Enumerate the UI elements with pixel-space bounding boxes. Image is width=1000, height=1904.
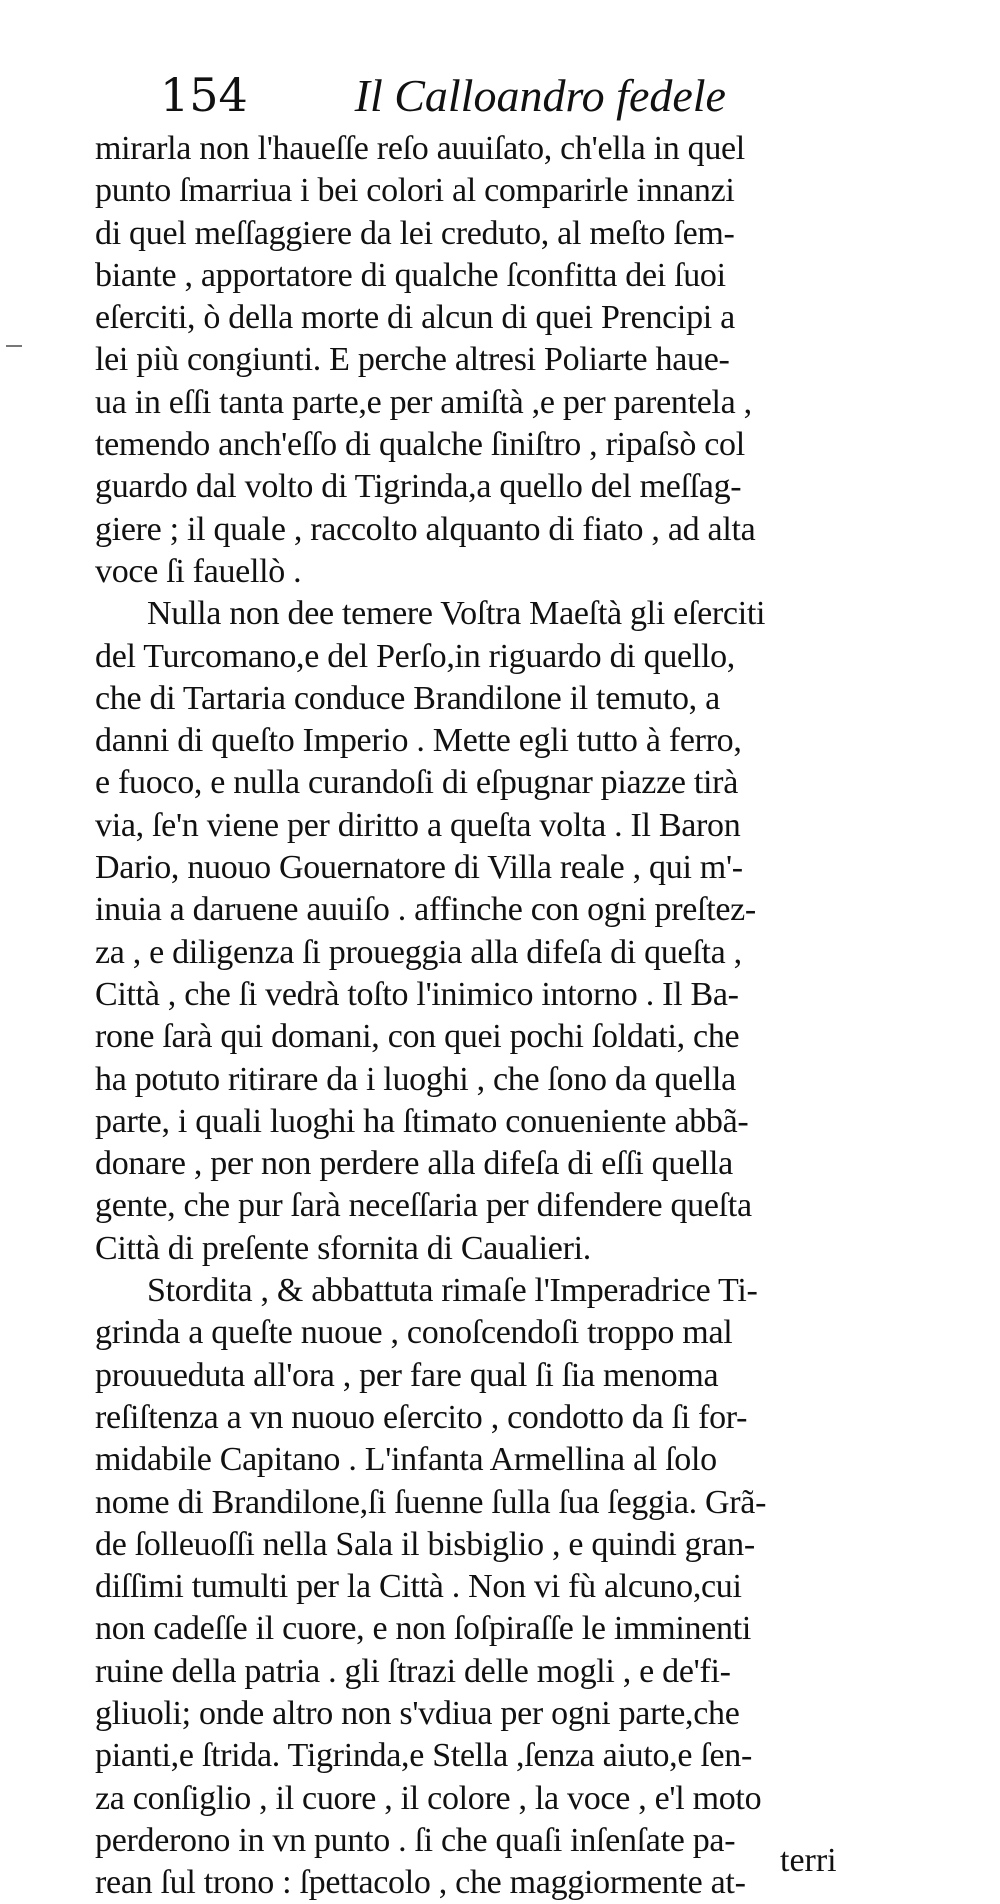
text-line: grinda a queſte nuoue , conoſcendoſi troppo mal — [95, 1314, 733, 1352]
margin-mark — [6, 345, 22, 347]
catchword: terri — [780, 1842, 837, 1879]
text-line: non cadeſſe il cuore, e non ſoſpiraſſe le imminenti — [95, 1610, 751, 1648]
text-line: che di Tartaria conduce Brandilone il temuto, a — [95, 679, 720, 717]
text-line: Nulla non dee temere Voſtra Maeſtà gli eſerciti — [147, 595, 766, 633]
running-title: Il Calloandro fedele — [354, 70, 726, 121]
text-line: via, ſe'n viene per diritto a queſta volta . Il Baron — [95, 806, 741, 844]
body-text — [95, 128, 955, 1904]
text-line: di quel meſſaggiere da lei creduto, al meſto ſem- — [95, 214, 735, 252]
text-line: donare , per non perdere alla difeſa di eſſi quella — [95, 1145, 733, 1183]
text-line: Stordita , & abbattuta rimaſe l'Imperadrice Ti- — [147, 1272, 758, 1310]
text-line: e fuoco, e nulla curandoſi di eſpugnar piazze tirà — [95, 764, 738, 802]
text-line: za conſiglio , il cuore , il colore , la voce , e'l moto — [95, 1779, 762, 1817]
text-line: prouueduta all'ora , per fare qual ſi ſia menoma — [95, 1356, 719, 1394]
text-line: inuia a daruene auuiſo . affinche con ogni preſtez- — [95, 891, 756, 929]
text-line: voce ſi fauellò . — [95, 552, 302, 590]
text-line: de ſolleuoſſi nella Sala il bisbiglio , e quindi gran- — [95, 1525, 755, 1563]
text-line: perderono in vn punto . ſi che quaſi inſenſate pa- — [95, 1821, 736, 1859]
text-line: lei più congiunti. E perche altresi Poliarte haue- — [95, 341, 730, 379]
text-line: za , e diligenza ſi proueggia alla difeſa di queſta , — [95, 933, 742, 971]
text-line: rean ſul trono : ſpettacolo , che maggiormente at- — [95, 1864, 746, 1902]
page-header — [160, 60, 960, 130]
text-line: Città , che ſi vedrà toſto l'inimico intorno . Il Ba- — [95, 975, 739, 1013]
text-line: ruine della patria . gli ſtrazi delle mogli , e de'fi- — [95, 1652, 731, 1690]
text-line: gliuoli; onde altro non s'vdiua per ogni parte,che — [95, 1694, 740, 1732]
text-line: guardo dal volto di Tigrinda,a quello del meſſag- — [95, 468, 742, 506]
text-line: rone ſarà qui domani, con quei pochi ſoldati, che — [95, 1018, 740, 1056]
text-line: reſiſtenza a vn nuouo eſercito , condotto da ſi for- — [95, 1398, 748, 1436]
text-line: temendo anch'eſſo di qualche ſiniſtro , ripaſsò col — [95, 426, 745, 464]
text-line: diſſimi tumulti per la Città . Non vi fù alcuno,cui — [95, 1568, 742, 1606]
text-line: pianti,e ſtrida. Tigrinda,e Stella ,ſenza aiuto,e ſen- — [95, 1737, 753, 1775]
page-number: 154 — [160, 68, 248, 122]
text-line: Città di preſente sfornita di Caualieri. — [95, 1229, 591, 1267]
text-line: danni di queſto Imperio . Mette egli tutto à ferro, — [95, 722, 742, 760]
text-line: eſerciti, ò della morte di alcun di quei Prencipi a — [95, 299, 735, 337]
text-line: ha potuto ritirare da i luoghi , che ſono da quella — [95, 1060, 736, 1098]
text-line: punto ſmarriua i bei colori al comparirle innanzi — [95, 172, 735, 210]
text-line: ua in eſſi tanta parte,e per amiſtà ,e per parentela , — [95, 383, 752, 421]
text-line: midabile Capitano . L'infanta Armellina al ſolo — [95, 1441, 717, 1479]
text-line: parte, i quali luoghi ha ſtimato conueniente abbã- — [95, 1102, 749, 1140]
text-line: nome di Brandilone,ſi ſuenne ſulla ſua ſeggia. Grã- — [95, 1483, 767, 1521]
text-line: giere ; il quale , raccolto alquanto di fiato , ad alta — [95, 510, 756, 548]
text-line: biante , apportatore di qualche ſconfitta dei ſuoi — [95, 256, 726, 294]
text-line: mirarla non l'haueſſe reſo auuiſato, ch'ella in quel — [95, 130, 745, 167]
text-line: Dario, nuouo Gouernatore di Villa reale , qui m'- — [95, 849, 743, 887]
text-line: del Turcomano,e del Perſo,in riguardo di quello, — [95, 637, 736, 675]
text-line: gente, che pur ſarà neceſſaria per difendere queſta — [95, 1187, 752, 1225]
